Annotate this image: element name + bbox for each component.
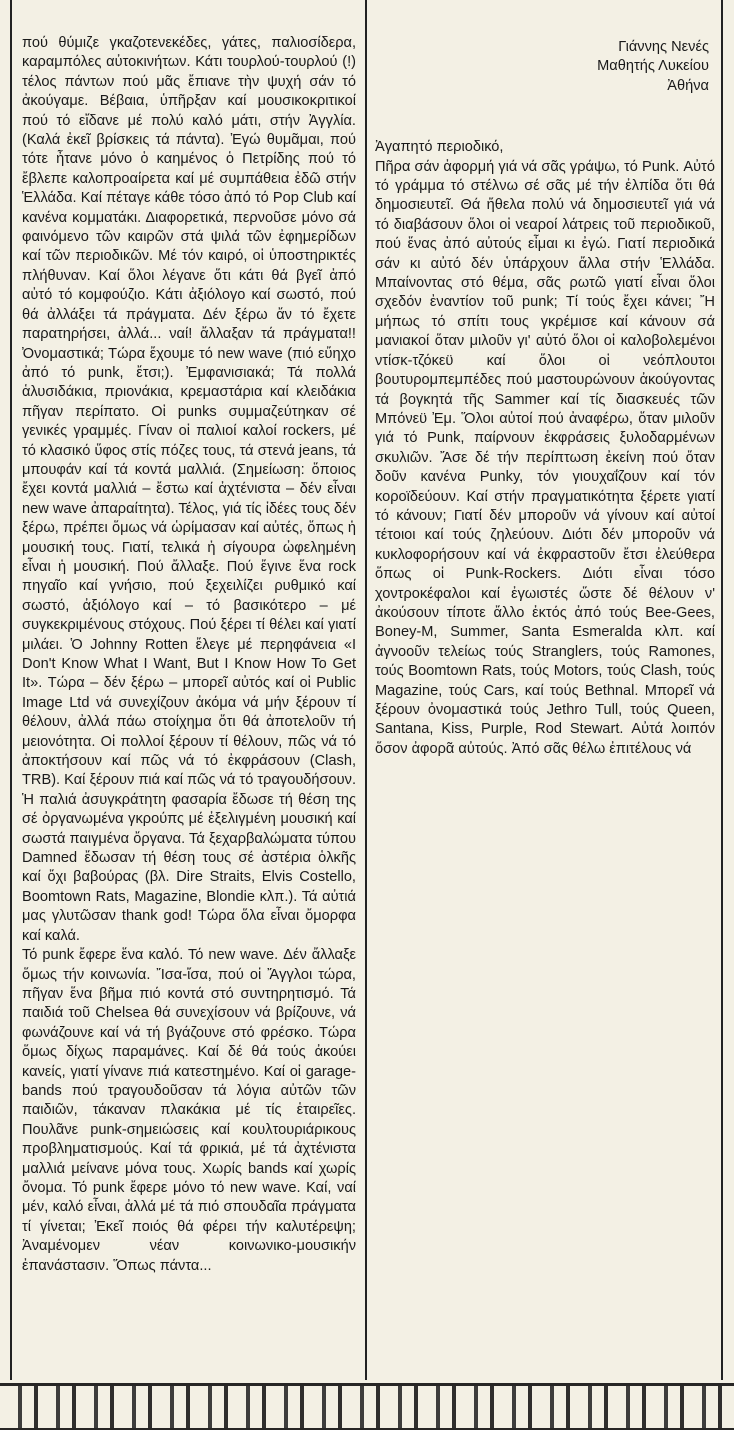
left-text-column	[22, 34, 356, 1379]
letter-separator	[375, 96, 715, 138]
signature-name: Γιάννης Νενές	[618, 39, 709, 55]
letter1-paragraph-1: πού θύμιζε γκαζοτενεκέδες, γάτες, παλιοσίδερα, καραμπόλες αὐτοκινήτων. Κάτι τουρλού-τουρλού (!) τέλος πάντων πού μᾶς ἔπιανε τὴν ψυχή σάν τό ἀκούγαμε. Βέβαια, ὑπῆρξαν καί μουσικοκριτικοί πού τό εἴδανε μέ πολύ καλό μάτι, στήν Ἀγγλία. (Καλά ἐκεῖ βρίσκεις τά πάντα). Ἐγώ θυμᾶμαι, πού τότε ἦτανε μόνο ὁ καημένος ὁ Πετρίδης πού τό ἔβλεπε καλοπροαίρετα καί μέ συμπάθεια ἐδῶ στήν Ἑλλάδα. Καί πέταγε κάθε τόσο ἀπό τό Pop Club καί κανένα κομματάκι. Διαφορετικά, περνοῦσε μόνο σά φαινόμενο τῶν καιρῶν στά ψιλά τῶν ἐφημερίδων καί τῶν περιοδικῶν. Μέ τόν καιρό, οἱ ὑποστηρικτές πλήθυναν. Καί ὅλοι λέγανε ὅτι κάτι θά βγεῖ ἀπό αὐτό τό κομφούζιο. Κάτι ἀξιόλογο καί σωστό, πού θά ἀλλάξει τά πράγματα. Δέν ξέρω ἄν τό ἔχετε παρατηρήσει, ἀλλά... ναί! ἄλλαξαν τά πράγματα!! Ὀνομαστικά; Τώρα ἔχουμε τό new wave (πιό εὔηχο ἀπό τό punk, ἔτσι;). Ἐμφανισιακά; Τά πολλά ἁλυσιδάκια, πριονάκια, κρεμαστάρια καί κλειδάκια πῆγαν περίπατο. Οἱ punks συμμαζεύτηκαν σέ γενικές γραμμές. Γίναν οἱ παλιοί καλοί rockers, μέ τό κλασικό ὕφος στίς πόζες τους, τά στενά jeans, τά μπουφάν καί τά κοντά μαλλιά. (Σημείωση: ὅποιος ἔχει κοντά μαλλιά – ἔστω καί ἀχτένιστα – δέν εἶναι new wave ἀπαραίτητα). Τέλος, γιά τίς ἰδέες τους δέν ξέρω, πρέπει ὅμως νά ὡρίμασαν καί αὐτές, ὅπως ἡ μουσική τους. Γιατί, τελικά ἡ σίγουρα ὠφελημένη εἶναι ἡ μουσική. Πού ἄλλαξε. Πού ἔγινε ἕνα rock πηγαῖο καί γνήσιο, πού ξεχειλίζει ρυθμικό καί σωστό, ἀξιόλογο καί – τό βασικότερο – μέ συγκεκριμένους στόχους. Πού ξέρει τί θέλει καί γιατί μιλάει. Ὁ Johnny Rotten ἔλεγε μέ περηφάνεια «I Don't Know What I Want, But I Know How To Get It». Τώρα – δέν ξέρω – μπορεῖ αὐτός καί οἱ Public Image Ltd νά συνεχίζουν ἀκόμα νά μήν ξέρουν τί θέλουν, ἀλλά πάω στοίχημα ὅτι θά ἀποτελοῦν τή μειονότητα. Οἱ πολλοί ξέρουν τί θέλουν, πῶς νά τό ἀποκτήσουν καί πῶς νά τό ἐκφράσουν (Clash, TRB). Καί ξέρουν πιά καί πῶς νά τό τραγουδήσουν. Ἡ παλιά ἀσυγκράτητη φασαρία ἔδωσε τή θέση της σέ ὀργανωμένα γκρούπς μέ ἐξελιγμένη μουσική καί σωστά παιγμένα ὄργανα. Τά ξεχαρβαλώματα τύπου Damned ἔδωσαν τή θέση τους σέ ἀστέρια ὁλκῆς καί ὄχι βαβούρας (βλ. Dire Straits, Elvis Costello, Boomtown Rats, Magazine, Blondie κλπ.). Τά αὐτιά μας γλυτῶσαν thank god! Τώρα ὅλα εἶναι ὄμορφα καί καλά.	[22, 35, 356, 944]
signature-role: Μαθητής Λυκείου	[597, 58, 709, 75]
bottom-banner-graphic	[0, 1383, 734, 1430]
letter2-paragraph: Πῆρα σάν ἀφορμή γιά νά σᾶς γράψω, τό Punk. Αὐτό τό γράμμα τό στέλνω σέ σᾶς μέ τήν ἐλπίδα ὅτι θά δημοσιευτεῖ. Θά ἤθελα πολύ νά δημοσιευτεῖ γιά νά τό διαβάσουν ὅλοι οἱ νεαροί λάτρεις τοῦ περιοδικοῦ, πού ἕνας ἀπό αὐτούς εἶμαι κι ἐγώ. Γιατί περιοδικά σάν κι αὐτό δέν ὑπάρχουν ἄλλα στήν Ἑλλάδα. Μπαίνοντας στό θέμα, σᾶς ρωτῶ γιατί εἶναι ὅλοι σχεδόν ἐναντίον τοῦ punk; Τί τούς ἔχει κάνει; Ἤ μήπως τό σπίτι τους γκρέμισε καί κάνουν σά μανιακοί ὅταν μιλοῦν γι' αὐτό ὅλοι οἱ καλοβολεμένοι ντίσκ-τζόκεϋ καί ὅλοι οἱ νεόπλουτοι βουτυρομπεμπέδες πού μαστουρώνουν ἀκούγοντας τά βογκητά τῆς Sammer καί τίς διασκευές τῶν Μπόνεϋ Ἐμ. Ὅλοι αὐτοί πού ἀναφέρω, ὅταν μιλοῦν γιά τό Punk, παίρνουν ἐκφράσεις ξυλοδαρμένων σκυλιῶν. Ἄσε δέ τήν περίπτωση ἐκείνη πού ὅταν δοῦν κανένα Punky, τόν γιουχαΐζουν καί τόν κοροϊδεύουν. Καί στήν πραγματικότητα ξέρετε γιατί τό κάνουν; Γιατί δέν μποροῦν νά γίνουν καί αὐτοί τέτοιοι καί τούς ζηλεύουν. Διότι δέν μποροῦν νά κυκλοφορήσουν καί νά ἐκφραστοῦν ἔτσι ἐλεύθερα ὅπως οἱ Punk-Rockers. Διότι εἶναι τόσο χοντροκέφαλοι καί ἐγωιστές ὥστε δέ θέλουν ν' ἀκούσουν τίποτε ἄλλο ἐκτός ἀπό τούς Bee-Gees, Boney-M, Summer, Santa Esmeralda κλπ. καί ἀγνοοῦν τελείως τούς Stranglers, τούς Ramones, τούς Boomtown Rats, τούς Motors, τούς Clash, τούς Magazine, τούς Cars, καί τούς Bethnal. Μπορεῖ νά ξέρουν ὀνομαστικά τούς Jethro Tull, τούς Queen, Santana, Kiss, Purple, Rod Stewart. Αὐτά λοιπόν ὅσον ἀφορᾶ αὐτούς. Ἀπό σᾶς θέλω ἐπιτέλους νά	[375, 158, 715, 757]
center-column-rule	[365, 0, 367, 1380]
right-column-rule	[721, 0, 723, 1380]
letter1-paragraph-2: Τό punk ἔφερε ἕνα καλό. Τό new wave. Δέν ἄλλαξε ὅμως τήν κοινωνία. Ἴσα-ἴσα, πού οἱ Ἄγγλοι τώρα, πῆγαν ἕνα βῆμα πιό κοντά στό συντηρητισμό. Τά παιδιά τοῦ Chelsea θά συνεχίσουν νά βρίζουνε, νά φωνάζουνε καί νά τή βγάζουνε στό φρέσκο. Τώρα ὅμως δίχως παραμάνες. Καί δέ θά τούς ἀκούει κανείς, γιατί γίνανε πιά κατεστημένο. Καί οἱ garage-bands πού τραγουδοῦσαν τά λόγια αὐτῶν τῶν παιδιῶν, τάκαναν πλακάκια μέ τίς ἑταιρεῖες. Πουλᾶνε punk-σημειώσεις καί κουλτουριάρικους προβληματισμούς. Καί τά φρικιά, μέ τά ἀχτένιστα μαλλιά μείνανε μόνα τους. Χωρίς bands καί χωρίς ὄνομα. Τό punk ἔφερε μόνο τό new wave. Καί, ναί μέν, καλό εἶναι, ἀλλά μέ τά πιό σπουδαῖα πράγματα τί γίνεται; Ἐκεῖ ποιός θά φέρει τήν καλυτέρεψη; Ἀναμένομεν νέαν κοινωνικο-μουσικήν ἐπανάστασιν. Ὅπως πάντα...	[22, 947, 356, 1274]
right-text-column	[375, 34, 715, 1379]
left-column-rule	[10, 0, 12, 1380]
letter2-salutation: Ἀγαπητό περιοδικό,	[375, 139, 504, 156]
letter1-signature	[375, 38, 709, 96]
signature-city: Ἀθήνα	[667, 77, 709, 94]
